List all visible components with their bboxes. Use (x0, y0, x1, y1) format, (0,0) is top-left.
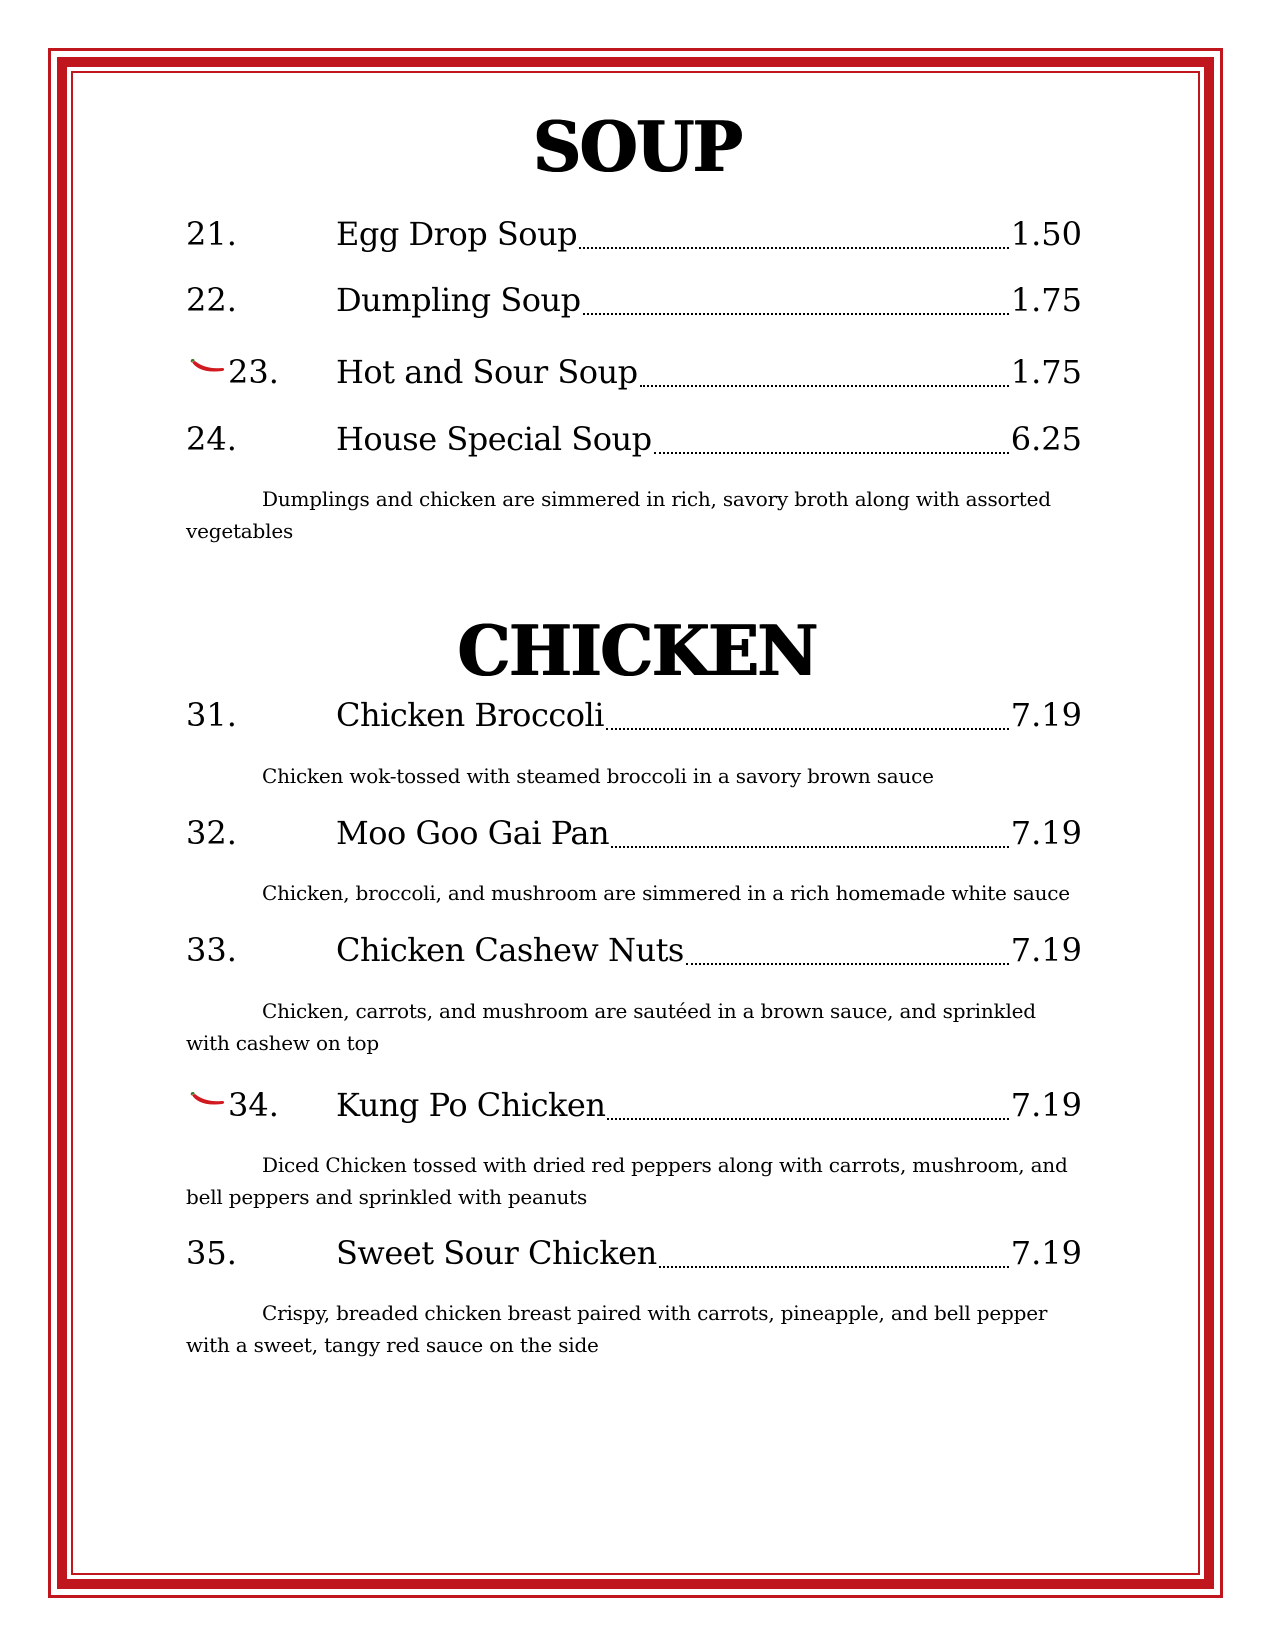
menu-item-kung-po-chicken (186, 1083, 1082, 1127)
menu-item-egg-drop-soup (186, 212, 1082, 256)
menu-item-sweet-sour-chicken (186, 1231, 1082, 1275)
dot-leader (583, 312, 1009, 315)
item-name: Egg Drop Soup (336, 215, 578, 253)
menu-item-chicken-cashew-nuts (186, 928, 1082, 972)
item-price: 7.19 (1010, 931, 1082, 969)
item-number-wrap (190, 1083, 279, 1127)
dot-leader (640, 384, 1009, 387)
item-name: Chicken Cashew Nuts (336, 931, 684, 969)
item-price: 1.75 (1010, 281, 1082, 319)
menu-item-chicken-broccoli (186, 693, 1082, 737)
item-number-wrap (190, 350, 279, 394)
dot-leader (659, 1265, 1009, 1268)
item-description: Chicken wok-tossed with steamed broccoli in a savory brown sauce (262, 764, 934, 788)
item-description: Chicken, carrots, and mushroom are sautéed in a brown sauce, and sprinkled with cashew on top (186, 999, 1036, 1055)
item-price: 7.19 (1010, 814, 1082, 852)
menu-item-dumpling-soup (186, 278, 1082, 322)
item-name: Chicken Broccoli (336, 696, 605, 734)
dot-leader (686, 962, 1009, 965)
item-description: Diced Chicken tossed with dried red peppers along with carrots, mushroom, and bell peppers and sprinkled with peanuts (186, 1153, 1068, 1209)
item-name: Hot and Sour Soup (336, 353, 638, 391)
item-description: Chicken, broccoli, and mushroom are simmered in a rich homemade white sauce (262, 881, 1070, 905)
item-price: 6.25 (1010, 420, 1082, 458)
item-price: 7.19 (1010, 1234, 1082, 1272)
item-name: Moo Goo Gai Pan (336, 814, 610, 852)
item-price: 7.19 (1010, 1086, 1082, 1124)
dot-leader (579, 246, 1009, 249)
item-number: 23. (228, 353, 279, 391)
chicken-section-title: CHICKEN (457, 610, 818, 692)
item-name: House Special Soup (336, 420, 652, 458)
item-name: Kung Po Chicken (336, 1086, 606, 1124)
item-price: 7.19 (1010, 696, 1082, 734)
item-number: 24. (186, 420, 237, 458)
dot-leader (607, 1117, 1008, 1120)
item-number: 34. (228, 1086, 279, 1124)
item-number: 31. (186, 696, 237, 734)
menu-item-hot-and-sour-soup (186, 350, 1082, 394)
menu-item-house-special-soup (186, 417, 1082, 461)
item-number: 22. (186, 281, 237, 319)
chili-pepper-icon (190, 359, 226, 377)
soup-section-title: SOUP (533, 106, 742, 188)
item-price: 1.50 (1010, 215, 1082, 253)
item-name: Dumpling Soup (336, 281, 581, 319)
chili-pepper-icon (190, 1092, 226, 1110)
item-name: Sweet Sour Chicken (336, 1234, 657, 1272)
dot-leader (654, 451, 1009, 454)
item-description: Dumplings and chicken are simmered in rich, savory broth along with assorted vegetables (186, 487, 1051, 543)
item-number: 33. (186, 931, 237, 969)
item-price: 1.75 (1010, 353, 1082, 391)
item-number: 35. (186, 1234, 237, 1272)
dot-leader (606, 727, 1009, 730)
item-description: Crispy, breaded chicken breast paired with carrots, pineapple, and bell pepper with a sweet, tangy red sauce on the side (186, 1301, 1048, 1357)
menu-item-moo-goo-gai-pan (186, 811, 1082, 855)
item-number: 21. (186, 215, 237, 253)
item-number: 32. (186, 814, 237, 852)
dot-leader (611, 845, 1009, 848)
